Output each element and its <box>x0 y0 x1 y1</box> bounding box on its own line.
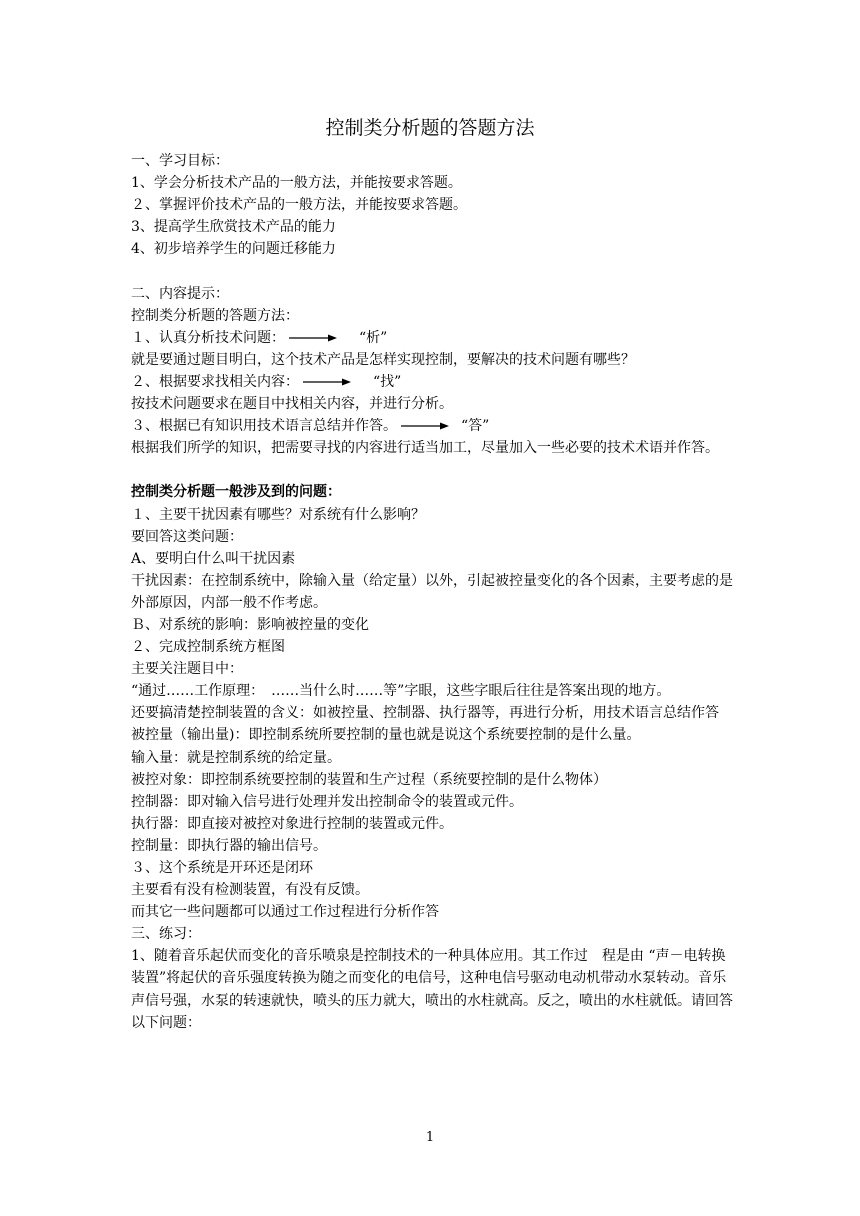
step-2-desc: 按技术问题要求在题目中找相关内容，并进行分析。 <box>131 396 453 413</box>
step-3-keyword: “答” <box>461 418 490 435</box>
right-arrow-icon <box>401 421 449 431</box>
section-heading-exercise: 三、练习： <box>131 926 201 943</box>
method-intro: 控制类分析题的答题方法： <box>131 307 299 324</box>
question-line: 还要搞清楚控制装置的含义：如被控量、控制器、执行器等，再进行分析，用技术语言总结作答 <box>131 705 719 722</box>
document-body <box>131 150 733 1034</box>
question-line: 被控对象：即控制系统要控制的装置和生产过程（系统要控制的是什么物体） <box>131 771 607 788</box>
section-heading-hints: 二、内容提示： <box>131 285 229 302</box>
question-line: 要回答这类问题： <box>131 528 243 545</box>
section-heading-goals: 一、学习目标： <box>131 153 229 169</box>
question-line: 干扰因素：在控制系统中，除输入量（给定量）以外，引起被控量变化的各个因素，主要考虑的是外部原因，内部一般不作考虑。 <box>131 572 733 611</box>
document-title: 控制类分析题的答题方法 <box>325 117 535 139</box>
right-arrow-icon <box>303 377 351 387</box>
question-line: “通过……工作原理： ……当什么时……等”字眼，这些字眼后往往是答案出现的地方。 <box>131 683 671 700</box>
step-1-text: １、认真分析技术问题： <box>131 329 285 346</box>
step-3-desc: 根据我们所学的知识，把需要寻找的内容进行适当加工，尽量加入一些必要的技术术语并作答。 <box>131 440 719 457</box>
step-2-text: ２、根据要求找相关内容： <box>131 373 299 390</box>
question-line: 主要关注题目中： <box>131 661 243 678</box>
question-line: ２、完成控制系统方框图 <box>131 639 285 656</box>
question-line: 而其它一些问题都可以通过工作过程进行分析作答 <box>131 904 439 921</box>
question-line: 控制器：即对输入信号进行处理并发出控制命令的装置或元件。 <box>131 793 523 810</box>
question-line: 主要看有没有检测装置，有没有反馈。 <box>131 882 369 899</box>
question-line: Ｂ、对系统的影响：影响被控量的变化 <box>131 616 369 633</box>
step-3-text: ３、根据已有知识用技术语言总结并作答。 <box>131 418 397 435</box>
page-number: 1 <box>425 1130 435 1145</box>
question-line: １、主要干扰因素有哪些？对系统有什么影响？ <box>131 506 425 523</box>
step-3 <box>131 415 733 437</box>
question-line: A、要明白什么叫干扰因素 <box>131 550 296 567</box>
goal-item: 3、提高学生欣赏技术产品的能力 <box>131 219 336 236</box>
step-1-keyword: “析” <box>359 329 388 346</box>
right-arrow-icon <box>289 333 337 343</box>
step-2 <box>131 371 733 393</box>
question-line: 控制量：即执行器的输出信号。 <box>131 837 327 854</box>
section-heading-common-questions: 控制类分析题一般涉及到的问题： <box>131 484 341 501</box>
goal-item: 1、学会分析技术产品的一般方法，并能按要求答题。 <box>131 175 462 192</box>
question-line: 被控量（输出量)：即控制系统所要控制的量也就是说这个系统要控制的是什么量。 <box>131 727 641 744</box>
goal-item: 4、初步培养学生的问题迁移能力 <box>131 241 336 258</box>
exercise-paragraph: 1、随着音乐起伏而变化的音乐喷泉是控制技术的一种具体应用。其工作过 程是由 “声－电转换装置”将起伏的音乐强度转换为随之而变化的电信号，这种电信号驱动电动机带动水泵转动。音乐声信号强，水泵的转速就快，喷头的压力就大，喷出的水柱就高。反之，喷出的水柱就低。请回答以下问题： <box>131 948 733 1031</box>
step-1 <box>131 327 733 349</box>
step-1-desc: 就是要通过题目明白，这个技术产品是怎样实现控制，要解决的技术问题有哪些？ <box>131 351 635 368</box>
goal-item: ２、掌握评价技术产品的一般方法，并能按要求答题。 <box>131 197 467 214</box>
question-line: ３、这个系统是开环还是闭环 <box>131 860 313 876</box>
question-line: 执行器：即直接对被控对象进行控制的装置或元件。 <box>131 815 453 832</box>
question-line: 输入量：就是控制系统的给定量。 <box>131 749 341 766</box>
step-2-keyword: “找” <box>373 373 402 390</box>
